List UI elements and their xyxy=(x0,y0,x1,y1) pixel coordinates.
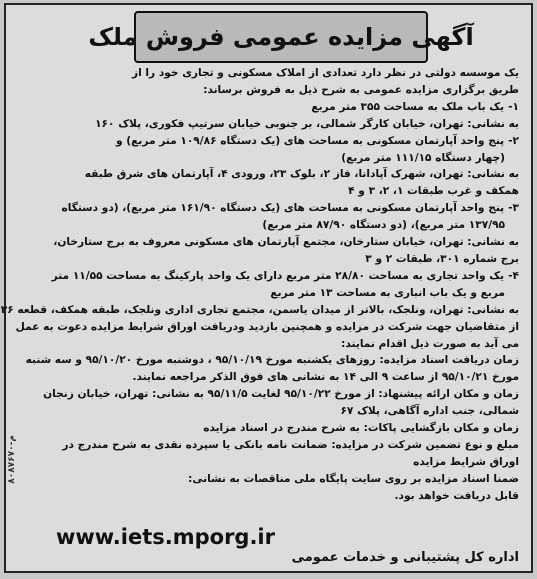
item-1-address: به نشانی: تهران، خیابان کارگر شمالی، بر جنوبی خیابان سرتیپ فکوری، پلاک ۱۶۰ xyxy=(95,117,519,130)
docs-receipt-line-1: زمان دریافت اسناد مزایده: روزهای یکشنبه مورخ ۹۵/۱۰/۱۹ ، دوشنبه مورخ ۹۵/۱۰/۲۰ و سه شنبه xyxy=(25,354,519,367)
item-3-address-cont: برج شماره ۳۰۱، طبقات ۲ و ۳ xyxy=(365,252,519,265)
notice-line-2: می آید به صورت ذیل اقدام نمایند: xyxy=(341,337,519,350)
guarantee-line-1: مبلغ و نوع تضمین شرکت در مزایده: ضمانت نامه بانکی یا سپرده نقدی به شرح مندرج در xyxy=(62,438,519,451)
item-4-line-1: ۴-یک واحد تجاری به مساحت ۲۸/۸۰ متر مربع دارای یک واحد پارکینگ به مساحت ۱۱/۵۵ متر xyxy=(51,269,519,282)
item-2-line-2: (چهار دستگاه ۱۱۱/۱۵ متر مربع) xyxy=(341,151,505,164)
item-3-address: به نشانی: تهران، خیابان ستارخان، مجتمع آپارتمان های مسکونی معروف به برج ستارخان، xyxy=(53,236,519,249)
auction-notice xyxy=(0,3,533,573)
footer-note-line-1: ضمنا اسناد مزایده بر روی سایت پایگاه ملی مناقصات به نشانی: xyxy=(188,472,519,485)
item-3-number: ۳- xyxy=(508,202,519,215)
item-4-line-2: مربع و یک باب انباری به مساحت ۱۳ متر مربع xyxy=(270,286,505,299)
intro-line-1: یک موسسه دولتی در نظر دارد تعدادی از املاک مسکونی و تجاری خود را از xyxy=(131,67,519,79)
docs-receipt-label: زمان دریافت اسناد مزایده: xyxy=(379,354,519,367)
opening-label: زمان و مکان بازگشایی پاکات: xyxy=(363,422,519,435)
side-reference-code: ۸۰۸۷۶۷۰-م xyxy=(7,435,17,484)
proposal-label: زمان و مکان ارائه پیشنهاد: xyxy=(378,388,519,401)
proposal-line-1: زمان و مکان ارائه پیشنهاد: از مورخ ۹۵/۱۰/۲۲ لغایت ۹۵/۱۱/۵ به نشانی: تهران، خیابان زنجان xyxy=(43,388,519,401)
item-3-line-2: ۱۳۷/۹۵ متر مربع)، (دو دستگاه ۸۷/۹۰ متر مربع) xyxy=(262,219,505,232)
item-1-line-1: ۱-یک باب ملک به مساحت ۳۵۵ متر مربع xyxy=(311,100,519,113)
footer-note-line-2: قابل دریافت خواهد بود. xyxy=(394,489,519,502)
item-4-address: به نشانی: تهران، ونلجک، بالاتر از میدان یاسمن، مجتمع تجاری اداری ونلجک، طبقه همکف، قطعه ۳۶ xyxy=(0,303,519,316)
opening-line: زمان و مکان بازگشایی پاکات: به شرح مندرج در اسناد مزایده xyxy=(203,422,519,435)
item-2-address-cont: همکف و غرب طبقات ۱، ۲، ۳ و ۴ xyxy=(348,185,519,198)
item-3-line-1: ۳-پنج واحد آپارتمان مسکونی به مساحت های (یک دستگاه ۱۶۱/۹۰ متر مربع)، (دو دستگاه xyxy=(61,202,519,215)
notice-title: آگهی مزایده عمومی فروش ملک xyxy=(88,23,474,51)
guarantee-label: مبلغ و نوع تضمین شرکت در مزایده: xyxy=(331,438,519,451)
website-link[interactable]: www.iets.mporg.ir xyxy=(55,525,275,549)
item-2-line-1: ۲-پنج واحد آپارتمان مسکونی به مساحت های (یک دستگاه ۱۰۹/۸۶ متر مربع) و xyxy=(116,134,519,147)
item-2-address: به نشانی: تهران، شهرک آپادانا، فاز ۲، بلوک ۲۳، ورودی ۴، آپارتمان های شرق طبقه xyxy=(84,168,519,181)
guarantee-line-2: اوراق شرایط مزایده xyxy=(413,455,519,468)
item-2-number: ۲- xyxy=(508,134,519,147)
intro-line-2: طریق برگزاری مزایده عمومی به شرح ذیل به فروش برساند: xyxy=(203,83,519,96)
item-4-number: ۴- xyxy=(508,269,519,282)
proposal-line-2: شمالی، جنب اداره آگاهی، پلاک ۶۷ xyxy=(340,405,519,418)
docs-receipt-line-2: مورخ ۹۵/۱۰/۲۱ از ساعت ۹ الی ۱۴ به نشانی های فوق الذکر مراجعه نمایند. xyxy=(132,371,519,384)
issuing-office: اداره کل پشتیبانی و خدمات عمومی xyxy=(291,550,519,565)
item-1-number: ۱- xyxy=(508,100,519,113)
notice-line-1: از متقاضیان جهت شرکت در مزایده و همچنین بازدید ودریافت اوراق شرایط مزایده دعوت به عمل xyxy=(15,320,519,333)
title-banner xyxy=(88,11,474,63)
